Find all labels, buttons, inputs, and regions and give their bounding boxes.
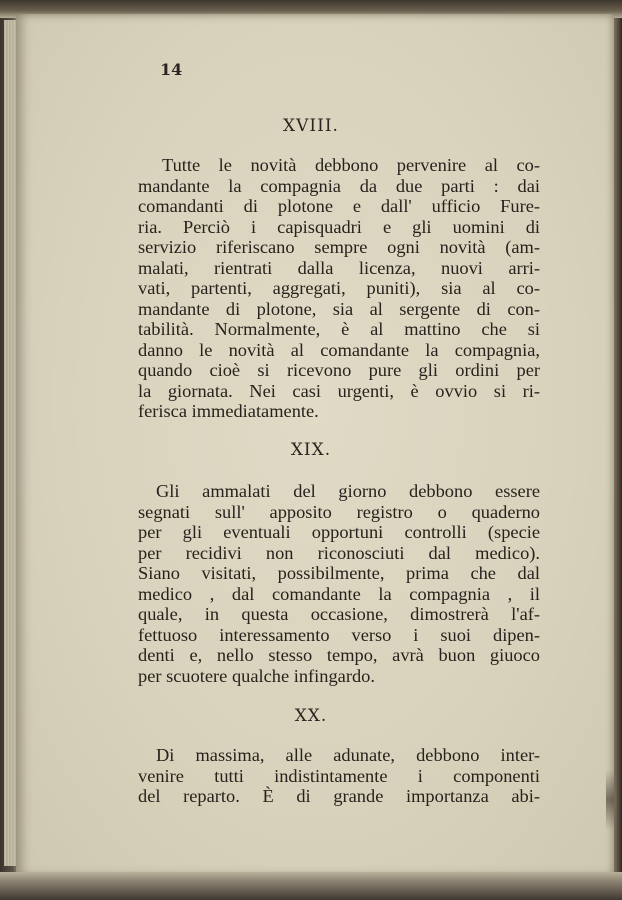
text-line: danno le novità al comandante la compagnia, [138,339,540,360]
text-line: mandante di plotone, sia al sergente di con- [138,298,540,319]
text-line: Di massima, alle adunate, debbono inter- [156,745,540,765]
section-heading-xx: XX. [294,706,328,726]
text-line: tabilità. Normalmente, è al mattino che si [138,319,540,339]
text-line: per recidivi non riconosciuti dal medico). [138,542,540,563]
section-paragraph-xix [138,481,540,686]
text-line: ferisca immediatamente. [138,401,319,421]
text-line: Tutte le novità debbono pervenire al co- [162,155,540,175]
text-line: per gli eventuali opportuni controlli (specie [138,522,540,542]
text-line: venire tutti indistintamente i componenti [138,765,540,786]
text-line: quando cioè si ricevono pure gli ordini per [138,360,540,380]
scan-bottom-edge [0,872,622,900]
text-line: fettuoso interessamento verso i suoi dipen- [138,624,540,645]
text-line: Gli ammalati del giorno debbono essere [156,481,540,501]
text-line: ria. Perciò i capisquadri e gli uomini di [138,216,540,237]
text-line: malati, rientrati dalla licenza, nuovi arri- [138,257,540,278]
text-line: denti e, nello stesso tempo, avrà buon giuoco [138,645,540,665]
text-line: vati, partenti, aggregati, puniti), sia al co- [138,278,540,298]
binding-clip-mark [606,770,614,830]
page-number: 14 [160,60,183,79]
text-line: comandanti di plotone e dall' ufficio Fure- [138,196,540,216]
text-line: servizio riferiscano sempre ogni novità (am- [138,237,540,257]
section-paragraph-xx [138,745,540,807]
text-line: quale, in questa occasione, dimostrerà l'af- [138,604,540,624]
section-heading-xviii: XVIII. [283,116,339,136]
section-paragraph-xviii [138,155,540,422]
section-heading-xix: XIX. [290,440,332,460]
text-line: per scuotere qualche infingardo. [138,665,375,686]
text-line: medico , dal comandante la compagnia , il [138,583,540,604]
text-line: mandante la compagnia da due parti : dai [138,175,540,196]
text-line: Siano visitati, possibilmente, prima che dal [138,563,540,583]
text-line: segnati sull' apposito registro o quaderno [138,501,540,522]
text-line: la giornata. Nei casi urgenti, è ovvio si ri- [138,380,540,401]
text-line: del reparto. È di grande importanza abi- [138,786,540,806]
